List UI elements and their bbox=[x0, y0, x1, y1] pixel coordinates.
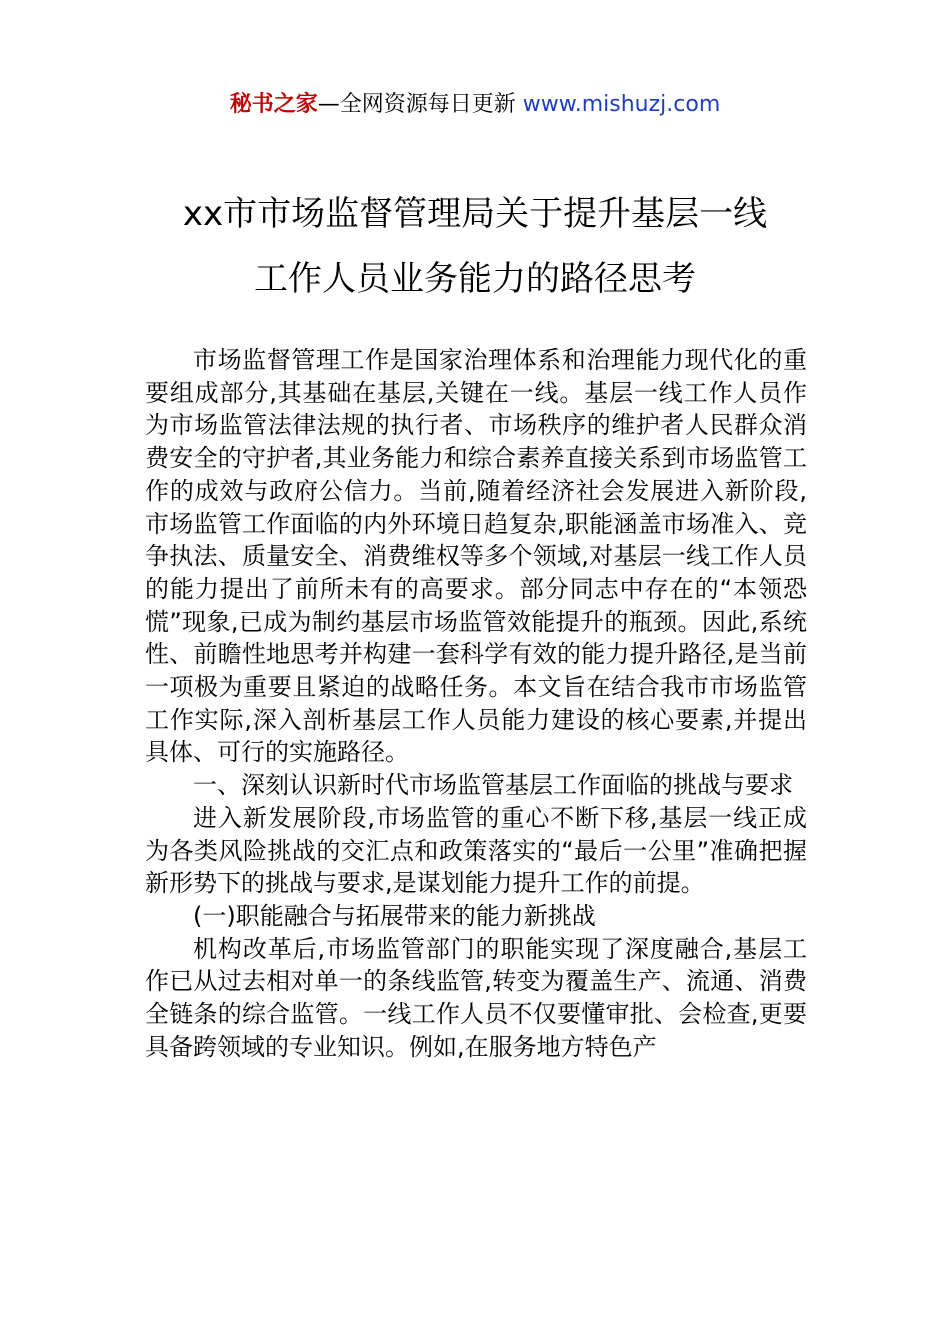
document-title-line-1: xx市市场监督管理局关于提升基层一线 bbox=[182, 194, 768, 234]
section-paragraph: 进入新发展阶段,市场监管的重心不断下移,基层一线正成为各类风险挑战的交汇点和政策落实的“最后一公里”准确把握新形势下的挑战与要求,是谋划能力提升工作的前提。 bbox=[145, 803, 807, 898]
section-heading-1: 一、深刻认识新时代市场监管基层工作面临的挑战与要求 bbox=[193, 771, 793, 800]
document-title-line-2: 工作人员业务能力的路径思考 bbox=[254, 259, 696, 299]
intro-paragraph: 市场监督管理工作是国家治理体系和治理能力现代化的重要组成部分,其基础在基层,关键在一线。基层一线工作人员作为市场监管法律法规的执行者、市场秩序的维护者人民群众消费安全的守护者,其业务能力和综合素养直接关系到市场监管工作的成效与政府公信力。当前,随着经济社会发展进入新阶段,市场监管工作面临的内外环境日趋复杂,职能涵盖市场准入、竞争执法、质量安全、消费维权等多个领域,对基层一线工作人员的能力提出了前所未有的高要求。部分同志中存在的“本领恐慌”现象,已成为制约基层市场监管效能提升的瓶颈。因此,系统性、前瞻性地思考并构建一套科学有效的能力提升路径,是当前一项极为重要且紧迫的战略任务。本文旨在结合我市市场监管工作实际,深入剖析基层工作人员能力建设的核心要素,并提出具体、可行的实施路径。 bbox=[145, 346, 807, 767]
site-brand: 秘书之家 bbox=[229, 92, 318, 117]
subsection-heading-1: (一)职能融合与拓展带来的能力新挑战 bbox=[193, 901, 596, 930]
site-tagline: —全网资源每日更新 bbox=[317, 92, 523, 117]
document-body bbox=[145, 344, 807, 1063]
subsection-paragraph: 机构改革后,市场监管部门的职能实现了深度融合,基层工作已从过去相对单一的条线监管,转变为覆盖生产、流通、消费全链条的综合监管。一线工作人员不仅要懂审批、会检查,更要具备跨领域的专业知识。例如,在服务地方特色产 bbox=[145, 934, 807, 1061]
site-header bbox=[0, 88, 950, 122]
site-url-link[interactable]: www.mishuzj.com bbox=[522, 92, 721, 117]
